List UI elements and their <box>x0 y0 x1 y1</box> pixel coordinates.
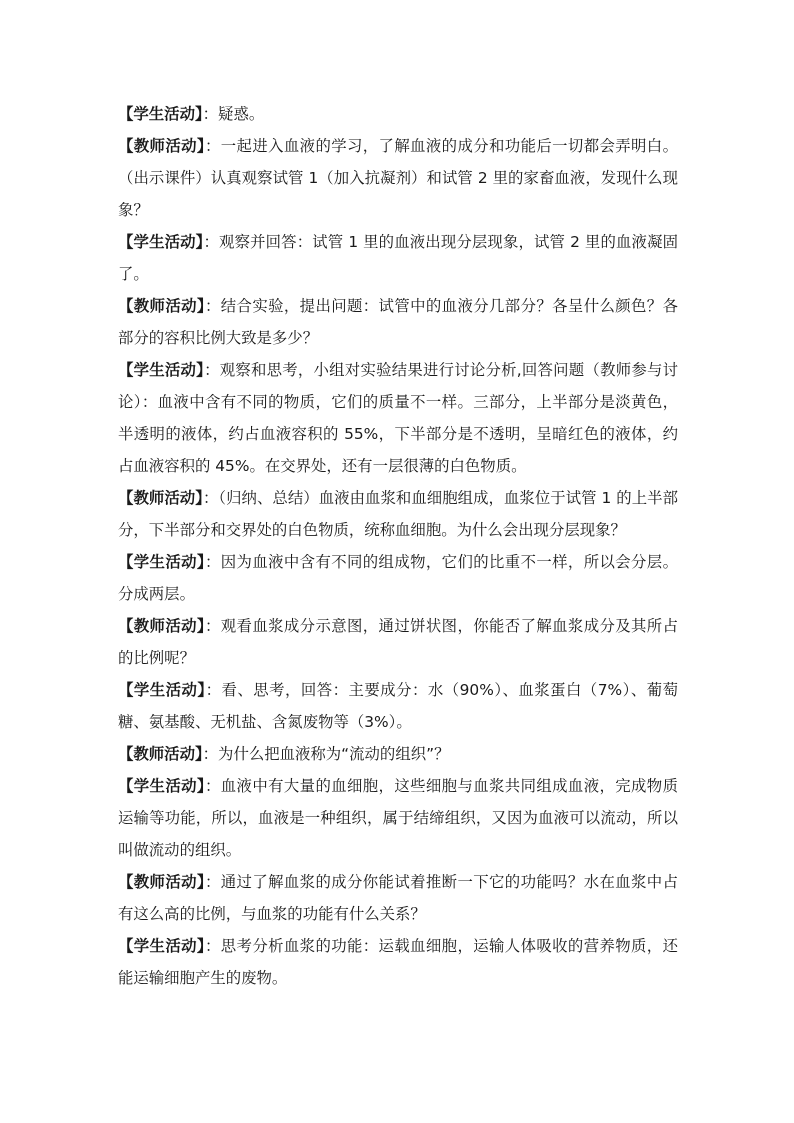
paragraph-text: ：看、思考，回答：主要成分：水（90%）、血浆蛋白（7%）、葡萄糖、氨基酸、无机盐、含氮废物等（3%）。 <box>118 681 678 731</box>
paragraph-text: ：（归纳、总结）血液由血浆和血细胞组成，血浆位于试管 1 的上半部分，下半部分和交界处的白色物质，统称血细胞。为什么会出现分层现象？ <box>118 489 678 539</box>
paragraph-teacher-6 <box>118 866 678 930</box>
paragraph-text: ：因为血液中含有不同的组成物，它们的比重不一样，所以会分层。分成两层。 <box>118 553 678 603</box>
role-label: 【学生活动】 <box>118 361 205 379</box>
paragraph-student-3 <box>118 354 678 482</box>
paragraph-teacher-1 <box>118 130 678 226</box>
paragraph-text: ：通过了解血浆的成分你能试着推断一下它的功能吗？水在血浆中占有这么高的比例，与血浆的功能有什么关系？ <box>118 873 678 923</box>
paragraph-teacher-4 <box>118 610 678 674</box>
role-label: 【学生活动】 <box>118 553 205 571</box>
paragraph-text: ：观看血浆成分示意图，通过饼状图，你能否了解血浆成分及其所占的比例呢？ <box>118 617 678 667</box>
role-label: 【学生活动】 <box>118 105 203 123</box>
paragraph-student-6 <box>118 770 678 866</box>
role-label: 【教师活动】 <box>118 489 203 507</box>
paragraph-text: ：思考分析血浆的功能：运载血细胞，运输人体吸收的营养物质，还能运输细胞产生的废物。 <box>118 937 678 987</box>
role-label: 【教师活动】 <box>118 873 205 891</box>
role-label: 【学生活动】 <box>118 681 206 699</box>
role-label: 【教师活动】 <box>118 745 203 763</box>
role-label: 【学生活动】 <box>118 233 204 251</box>
role-label: 【教师活动】 <box>118 617 205 635</box>
paragraph-text: ：为什么把血液称为“流动的组织”？ <box>202 745 450 763</box>
paragraph-teacher-2 <box>118 290 678 354</box>
paragraph-student-5 <box>118 674 678 738</box>
lesson-transcript <box>118 98 678 994</box>
paragraph-student-7 <box>118 930 678 994</box>
paragraph-text: ：疑惑。 <box>202 105 265 123</box>
role-label: 【教师活动】 <box>118 297 205 315</box>
paragraph-text: ：观察并回答：试管 1 里的血液出现分层现象，试管 2 里的血液凝固了。 <box>118 233 678 283</box>
paragraph-teacher-5 <box>118 738 678 770</box>
role-label: 【教师活动】 <box>118 137 205 155</box>
paragraph-text: ：一起进入血液的学习，了解血液的成分和功能后一切都会弄明白。（出示课件）认真观察试管 1（加入抗凝剂）和试管 2 里的家畜血液，发现什么现象？ <box>118 137 678 219</box>
paragraph-student-2 <box>118 226 678 290</box>
role-label: 【学生活动】 <box>118 937 205 955</box>
paragraph-text: ：结合实验，提出问题：试管中的血液分几部分？各呈什么颜色？各部分的容积比例大致是多少？ <box>118 297 678 347</box>
paragraph-text: ：观察和思考，小组对实验结果进行讨论分析,回答问题（教师参与讨论）：血液中含有不同的物质，它们的质量不一样。三部分，上半部分是淡黄色，半透明的液体，约占血液容积的 55%，下半部分是不透明，呈暗红色的液体，约占血液容积的 45%。在交界处，还有一层很薄的白色物质。 <box>118 361 678 475</box>
paragraph-student-1 <box>118 98 678 130</box>
role-label: 【学生活动】 <box>118 777 205 795</box>
paragraph-student-4 <box>118 546 678 610</box>
paragraph-teacher-3 <box>118 482 678 546</box>
paragraph-text: ：血液中有大量的血细胞，这些细胞与血浆共同组成血液，完成物质运输等功能，所以，血液是一种组织，属于结缔组织，又因为血液可以流动，所以叫做流动的组织。 <box>118 777 678 859</box>
